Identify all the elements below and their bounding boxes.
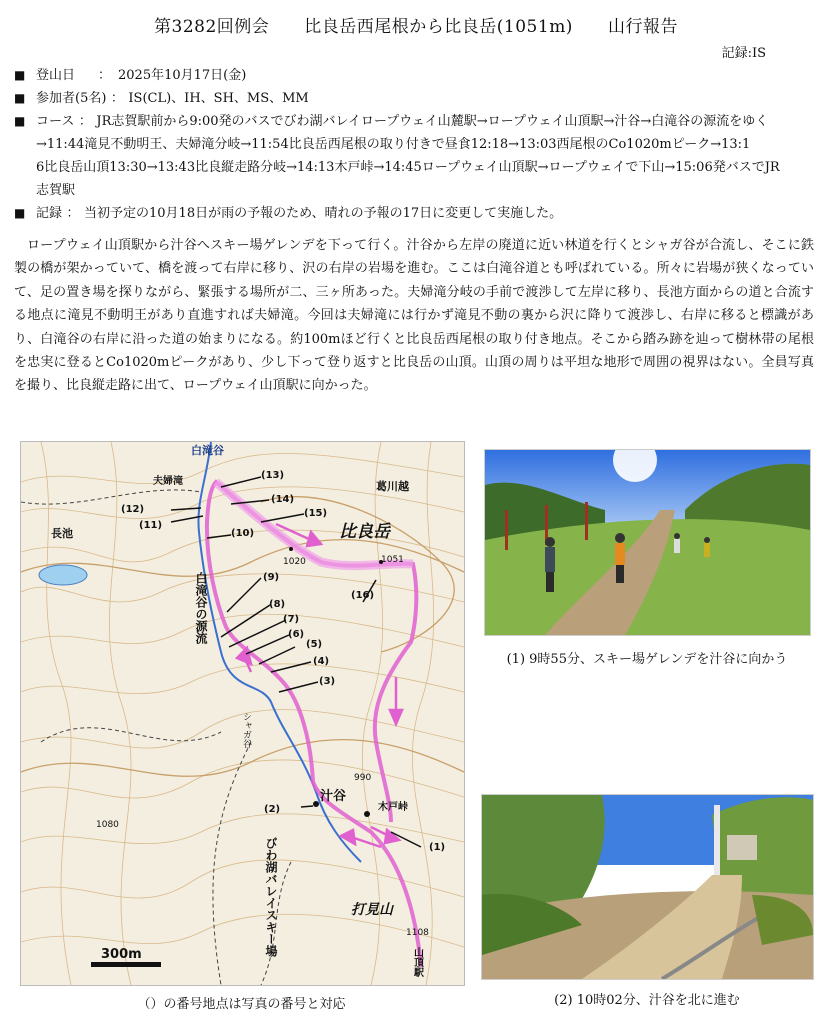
report-body: ロープウェイ山頂駅から汁谷へスキー場ゲレンデを下って行く。汁谷から左岸の廃道に近い林道を行くとシャガ谷が合流し、そこに鉄製の橋が架かっていて、橋を渡って右岸に移り、沢の右岸の岩場を進む。ここは白滝谷道とも呼ばれている。所々に岩場が狭くなっていて、足の置き場を探りながら、緊張する場所が二、三ヶ所あった。夫婦滝分岐の手前で渡渉して左岸に移り、長池方面からの道と合流する地点に滝見不動明王があり直進すれば夫婦滝。今回は夫婦滝には行かず滝見不動の裏から沢に降りて渡渉し、右岸に移ると標識があり、白滝谷の右岸に沿った道の始まりになる。約100mほど行くと比良岳西尾根の取り付き地点。そこから踏み跡を辿って樹林帯の尾根を忠実に登るとCo1020mピークがあり、少し下って登り返すと比良岳の山頂。山頂の周りは平坦な地形で周囲の視界はない。全員写真を撮り、比良縦走路に出て、ロープウェイ山頂駅に向かった。	[14, 238, 814, 394]
course-label: コース	[36, 114, 75, 129]
nagaike-lake	[39, 565, 87, 585]
point-label-1: (1)	[429, 842, 446, 853]
point-label-14: (14)	[271, 494, 295, 505]
point-label-12: (12)	[121, 504, 145, 515]
date-label: 登山日	[36, 68, 76, 83]
label-1020: 1020	[283, 557, 306, 567]
photo-1-caption: (1) 9時55分、スキー場ゲレンデを汁谷に向かう	[506, 652, 788, 667]
members-row: ■ 参加者(5名) ： IS(CL)、IH、SH、MS、MM	[14, 87, 820, 110]
photo-forest-road	[481, 794, 814, 980]
info-block	[14, 64, 820, 225]
label-kuzugawa: 葛川越	[376, 480, 409, 493]
point-label-2: (2)	[264, 804, 281, 815]
map-caption: （）の番号地点は写真の番号と対応	[137, 997, 346, 1012]
course-line-3: 6比良岳山頂13:30→13:43比良縦走路分岐→14:13木戸峠→14:45ロープウェイ山頂駅→ロープウェイで下山→15:06発バスでJR	[36, 160, 780, 175]
record-row: ■ 記録 ： 当初予定の10月18日が雨の予報のため、晴れの予報の17日に変更して実施した。	[14, 202, 820, 225]
photo-2-caption: (2) 10時02分、汁谷を北に進む	[554, 993, 740, 1008]
label-hira: 比良岳	[339, 522, 390, 542]
course-row: ■ コース ： JR志賀駅前から9:00発のバスでびわ湖バレイロープウェイ山麓駅→ロープウェイ山頂駅→汁谷→白滝谷の源流をゆく	[14, 110, 820, 133]
label-jujidani: 汁谷	[320, 789, 347, 804]
point-label-9: (9)	[263, 572, 280, 583]
route-map-svg	[21, 442, 464, 985]
label-meoto: 夫婦滝	[153, 476, 183, 487]
scale-bar	[91, 962, 161, 967]
record-value: 当初予定の10月18日が雨の予報のため、晴れの予報の17日に変更して実施した。	[84, 206, 563, 221]
point-label-3: (3)	[319, 676, 336, 687]
date-row: ■ 登山日 ： 2025年10月17日(金)	[14, 64, 820, 87]
point-label-6: (6)	[288, 629, 305, 640]
route-map	[20, 441, 465, 986]
label-utsumi: 打見山	[351, 902, 393, 918]
point-label-8: (8)	[269, 599, 286, 610]
course-line-1: JR志賀駅前から9:00発のバスでびわ湖バレイロープウェイ山麓駅→ロープウェイ山頂駅→汁谷→白滝谷の源流をゆく	[96, 114, 769, 129]
course-line-4: 志賀駅	[36, 183, 76, 198]
black-square-icon: ■	[14, 206, 26, 220]
label-biwako: びわ湖バレイスキー場	[264, 837, 278, 957]
point-label-16: (16)	[351, 590, 375, 601]
black-square-icon: ■	[14, 114, 26, 128]
label-sancho: 山頂駅	[411, 947, 423, 977]
photo-ski-slope	[484, 449, 811, 636]
point-label-15: (15)	[304, 508, 328, 519]
point-label-13: (13)	[261, 470, 285, 481]
record-label: 記録	[36, 206, 63, 221]
label-990: 990	[354, 773, 372, 783]
label-shaga: シャガ谷	[241, 712, 251, 748]
label-scale: 300m	[101, 947, 142, 962]
members-value: IS(CL)、IH、SH、MS、MM	[128, 91, 309, 106]
black-square-icon: ■	[14, 91, 26, 105]
label-shirataki: 白滝谷	[191, 444, 224, 457]
point-label-5: (5)	[306, 639, 323, 650]
black-square-icon: ■	[14, 68, 26, 82]
members-label: 参加者(5名)	[36, 91, 107, 106]
label-nagaike: 長池	[51, 527, 73, 540]
point-label-10: (10)	[231, 528, 255, 539]
label-genryu: 白滝谷の源流	[194, 572, 208, 644]
recorder-note: 記録:IS	[721, 46, 766, 61]
label-1051: 1051	[381, 555, 404, 565]
point-label-4: (4)	[313, 656, 330, 667]
label-1108: 1108	[406, 928, 429, 938]
date-value: 2025年10月17日(金)	[118, 68, 247, 83]
course-line-2: →11:44滝見不動明王、夫婦滝分岐→11:54比良岳西尾根の取り付きで昼食12:18→13:03西尾根のCo1020mピーク→13:1	[36, 137, 751, 152]
label-kidotoge: 木戸峠	[378, 802, 408, 813]
report-title: 第3282回例会 比良岳西尾根から比良岳(1051m) 山行報告	[154, 17, 678, 37]
point-label-11: (11)	[139, 520, 163, 531]
label-1080: 1080	[96, 820, 119, 830]
point-label-7: (7)	[283, 614, 300, 625]
